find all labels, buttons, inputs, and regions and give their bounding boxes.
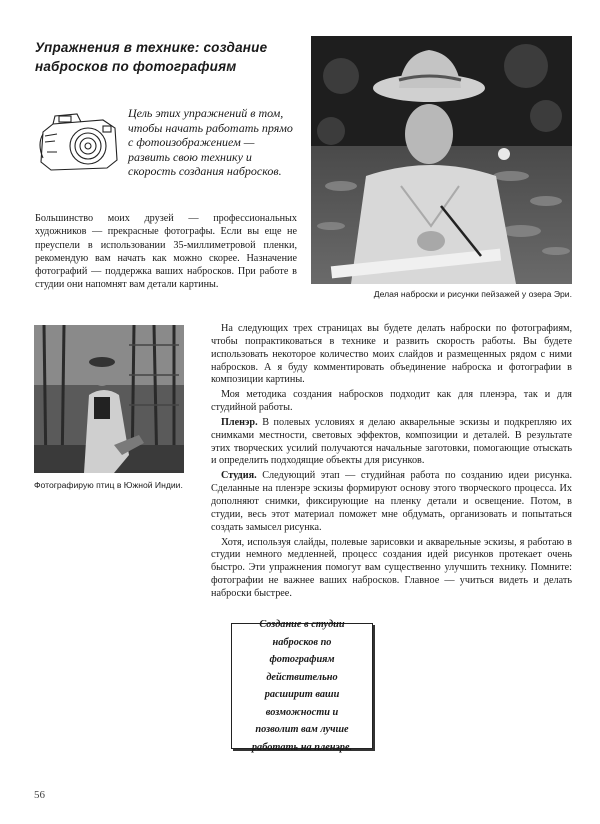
- photo-lake-caption: Делая наброски и рисунки пейзажей у озера Эри.: [373, 289, 572, 299]
- main-paragraph: Студия. Следующий этап — студийная работа по созданию идеи рисунка. Сделанные на пленэре эскизы формируют основу этого творческого процесса. Их дополняют снимки, фиксирующие на пленку детали и освещение. Потом, в студии, весь этот материал поможет мне обдумать, организовать и попытаться создать замысел рисунка.: [211, 470, 572, 533]
- section-label-plein-air: Пленэр.: [221, 416, 258, 428]
- page-number: 56: [34, 789, 45, 801]
- main-paragraph: На следующих трех страницах вы будете делать наброски по фотографиям, чтобы попрактиковаться в технике и развить скорость работы. Вы будете использовать некоторое количество моих слайдов и размещенных рядом с ними набросков. А я буду комментировать объединение наброска и фотографии в композиции картины.: [211, 323, 572, 386]
- intro-text: Цель этих упражнений в том, чтобы начать работать прямо с фотоизображением — развить свою технику и скорость создания набросков.: [128, 106, 293, 178]
- photo-india-caption: Фотографирую птиц в Южной Индии.: [34, 480, 183, 490]
- section-label-studio: Студия.: [221, 470, 257, 482]
- callout-box: [231, 619, 373, 753]
- page-title: Упражнения в технике: создание набросков по фотографиям: [35, 40, 268, 74]
- main-paragraph: Пленэр. В полевых условиях я делаю акварельные эскизы и подкрепляю их снимками местности, световых эффектов, композиции и деталей. В результате этих творческих усилий получаются начальные заготовки, помогающие отыскать и определить подходящие объекты для рисунков.: [211, 416, 572, 467]
- main-paragraph: Моя методика создания набросков подходит как для пленэра, так и для студийной работы.: [211, 389, 572, 414]
- main-text: [211, 323, 572, 603]
- camera-icon: [33, 102, 128, 177]
- photo-lake-erie: [311, 36, 572, 284]
- photo-south-india: [34, 325, 184, 473]
- callout-text: Создание в студии набросков по фотографиям действительно расширит ваши возможности и позволит вам лучше работать на пленэре.: [251, 619, 353, 753]
- main-paragraph: Хотя, используя слайды, полевые зарисовки и акварельные эскизы, я работаю в студии немного медленней, процесс создания идей рисунков протекает очень быстро. Эти упражнения помогут вам существенно улучшить технику. Помните: фотографии не важнее ваших набросков. Главное — учиться видеть и делать наброски быстрее.: [211, 536, 572, 599]
- intro-paragraph: Большинство моих друзей — профессиональных художников — прекрасные фотографы. Если вы еще не преуспели в использовании 35-миллиметровой пленки, рекомендую вам начать как можно скорее. Назначение фотографий — поддержка ваших набросков. При работе в студии они напомнят вам детали картины.: [35, 213, 297, 291]
